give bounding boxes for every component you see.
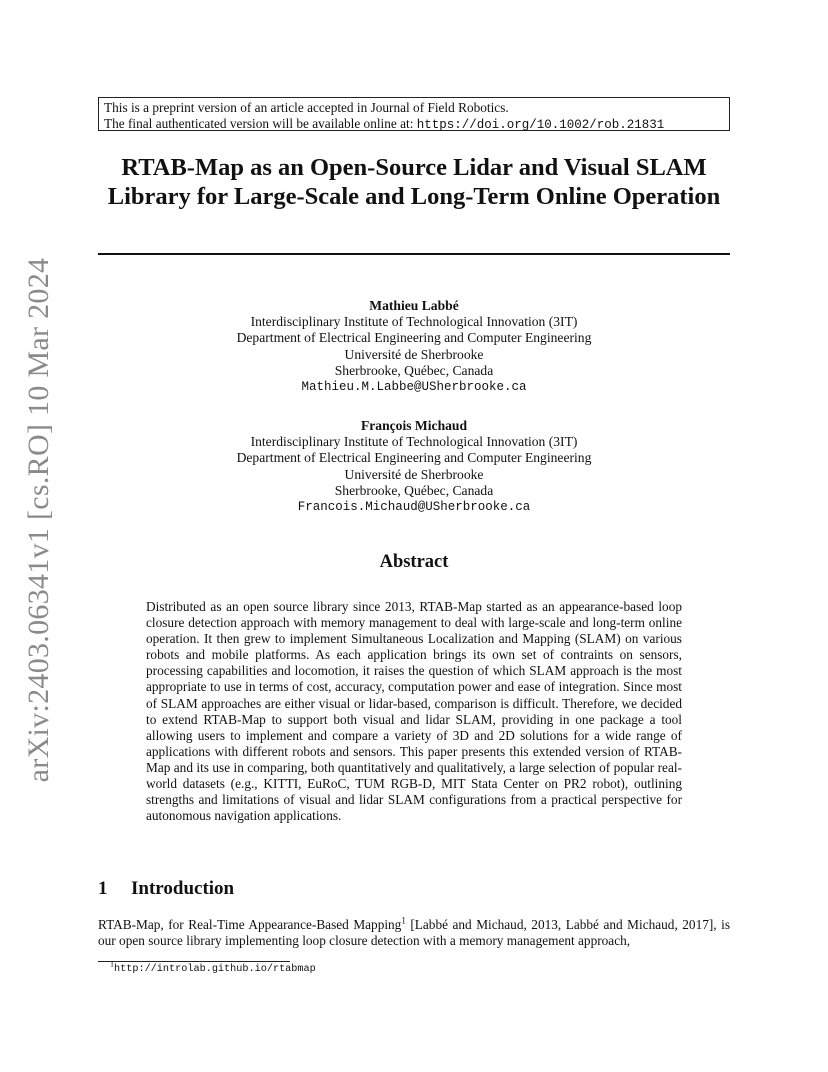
author-email[interactable]: Francois.Michaud@USherbrooke.ca (297, 500, 531, 515)
author-department: Department of Electrical Engineering and Computer Engineering (236, 450, 592, 466)
section-heading-introduction (98, 878, 234, 900)
footnote-url[interactable]: http://introlab.github.io/rtabmap (114, 964, 316, 975)
intro-text-rest: [Labbé and Michaud, 2013, Labbé and Michaud, 2017], is our open source library implementing loop closure detection with a memory management approach, (98, 917, 730, 949)
intro-text-start: RTAB-Map, for Real-Time Appearance-Based Mapping (98, 917, 402, 932)
author-location: Sherbrooke, Québec, Canada (334, 362, 494, 378)
author-block-1 (98, 298, 730, 395)
preprint-notice-box (98, 97, 730, 131)
preprint-notice-line1: This is a preprint version of an article accepted in Journal of Field Robotics. (104, 100, 509, 115)
author-institute: Interdisciplinary Institute of Technological Innovation (3IT) (250, 434, 578, 450)
author-institute: Interdisciplinary Institute of Technological Innovation (3IT) (250, 314, 578, 330)
footnote-divider (98, 961, 290, 962)
author-email[interactable]: Mathieu.M.Labbe@USherbrooke.ca (301, 380, 527, 395)
paper-title: RTAB-Map as an Open-Source Lidar and Visual SLAM Library for Large-Scale and Long-Term Online Operation (107, 154, 721, 210)
footnote (110, 959, 316, 975)
abstract-heading: Abstract (379, 552, 449, 572)
footnote-marker[interactable]: 1 (401, 915, 406, 926)
arxiv-identifier-stamp: arXiv:2403.06341v1 [cs.RO] 10 Mar 2024 (22, 257, 55, 783)
footnote-number: 1 (110, 959, 114, 969)
author-name: Mathieu Labbé (369, 298, 459, 313)
abstract-text: Distributed as an open source library since 2013, RTAB-Map started as an appearance-based loop closure detection approach with memory management to deal with large-scale and long-term online operation. It then grew to implement Simultaneous Localization and Mapping (SLAM) on various robots and mobile platforms. As each application brings its own set of contraints on sensors, processing capabilities and locomotion, it raises the question of which SLAM approach is the most appropriate to use in terms of cost, accuracy, computation power and ease of integration. Since most of SLAM approaches are either visual or lidar-based, comparison is difficult. Therefore, we decided to extend RTAB-Map to support both visual and lidar SLAM, providing in one package a tool allowing users to implement and compare a variety of 3D and 2D solutions for a wide range of applications with different robots and sensors. This paper presents this extended version of RTAB-Map and its use in comparing, both quantitatively and qualitatively, a large selection of popular real-world datasets (e.g., KITTI, EuRoC, TUM RGB-D, MIT Stata Center on PR2 robot), outlining strengths and limitations of visual and lidar SLAM configurations from a practical perspective for autonomous navigation applications. (146, 599, 682, 824)
preprint-notice-line2 (104, 116, 729, 134)
author-department: Department of Electrical Engineering and Computer Engineering (236, 330, 592, 346)
title-divider (98, 253, 730, 255)
section-number: 1 (98, 878, 108, 899)
preprint-notice-prefix: The final authenticated version will be available online at: (104, 115, 417, 131)
author-block-2 (98, 418, 730, 515)
author-name: François Michaud (360, 418, 468, 433)
author-university: Université de Sherbrooke (344, 466, 484, 482)
section-title: Introduction (131, 878, 235, 899)
author-university: Université de Sherbrooke (344, 346, 484, 362)
doi-link[interactable]: https://doi.org/10.1002/rob.21831 (416, 117, 665, 132)
author-location: Sherbrooke, Québec, Canada (334, 482, 494, 498)
introduction-paragraph (98, 917, 730, 949)
